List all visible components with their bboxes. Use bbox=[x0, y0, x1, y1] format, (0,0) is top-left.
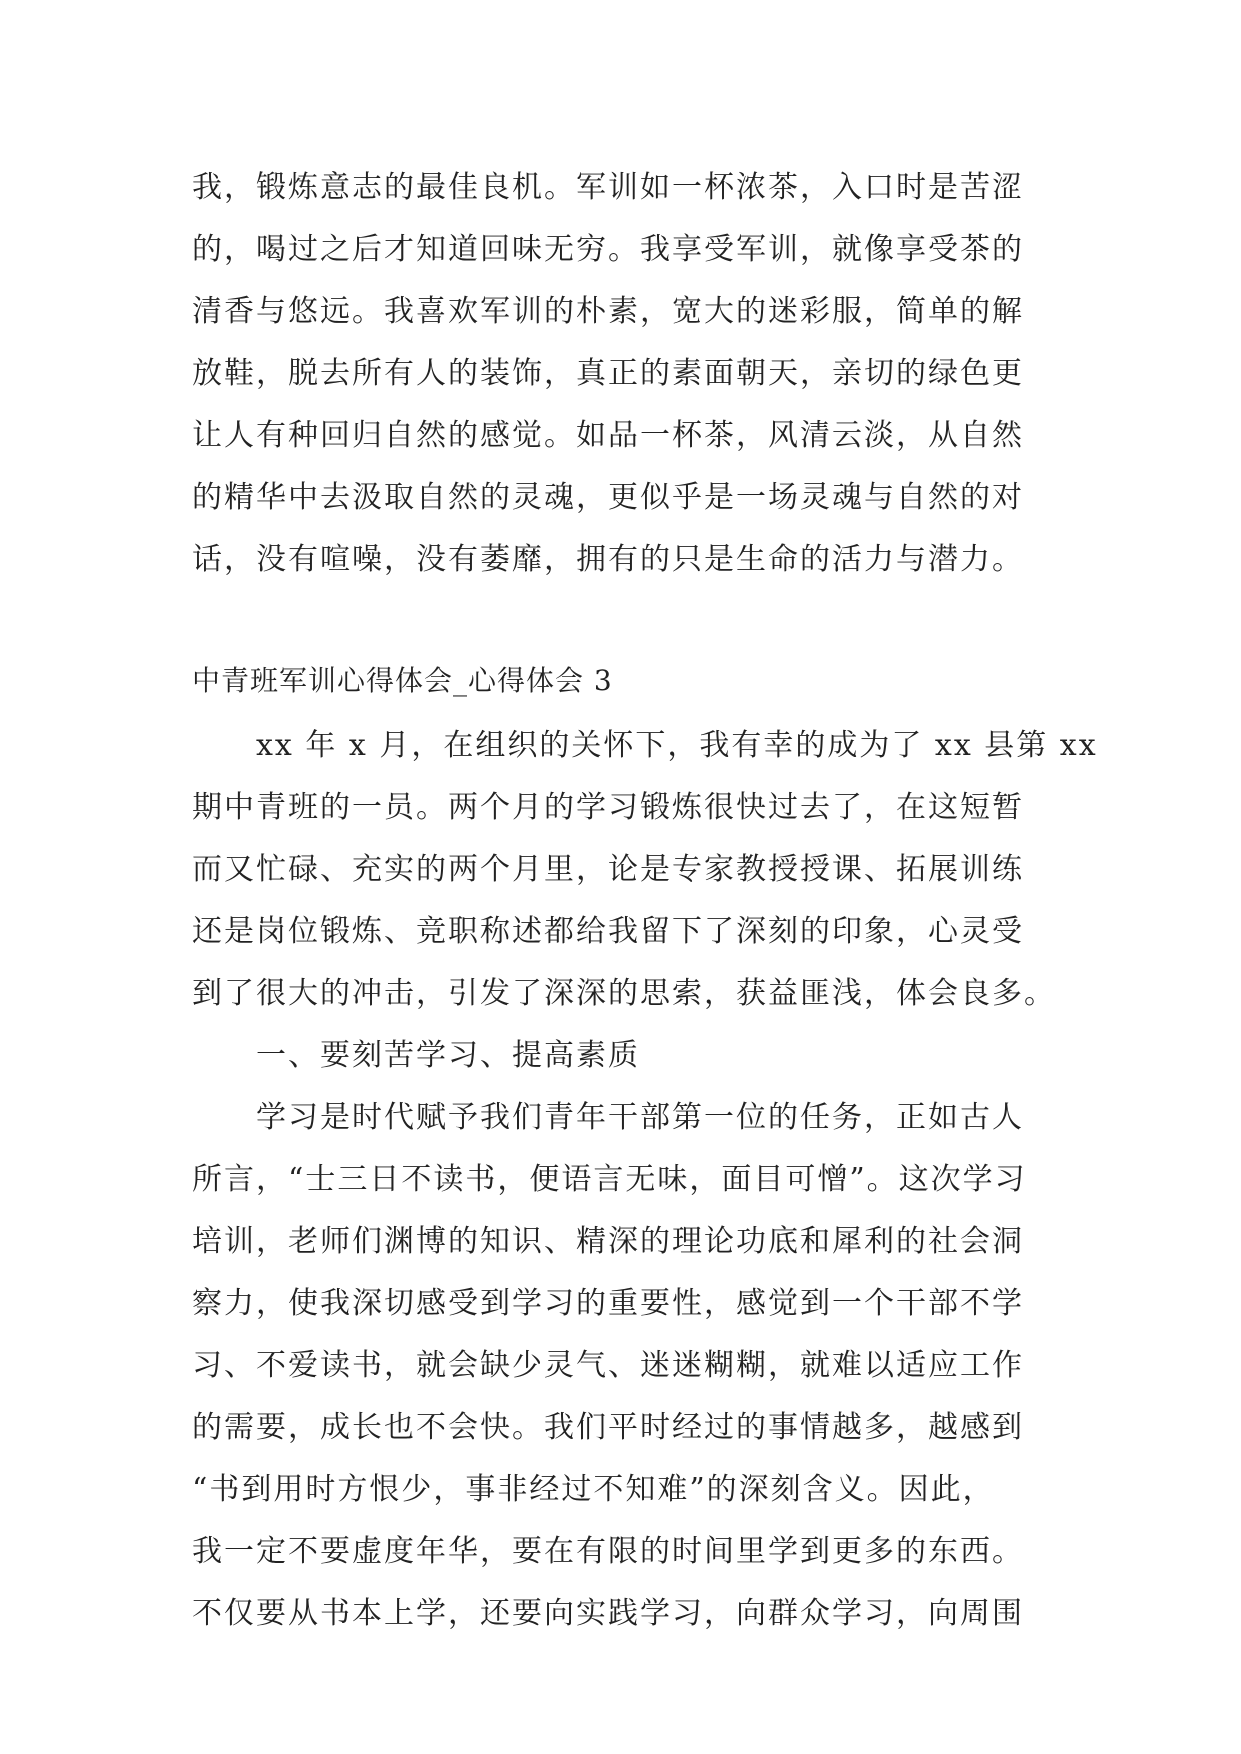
text-line: 让人有种回归自然的感觉。如品一杯茶，风清云淡，从自然 bbox=[192, 418, 1024, 453]
text-line: 察力，使我深切感受到学习的重要性，感觉到一个干部不学 bbox=[192, 1286, 1024, 1321]
text-line: 所言，“士三日不读书，便语言无味，面目可憎”。这次学习 bbox=[192, 1162, 1027, 1197]
paragraph-continued bbox=[192, 157, 1072, 591]
text-line: 的需要，成长也不会快。我们平时经过的事情越多，越感到 bbox=[192, 1410, 1024, 1445]
text-line: 放鞋，脱去所有人的装饰，真正的素面朝天，亲切的绿色更 bbox=[192, 356, 1024, 391]
text-line: 学习是时代赋予我们青年干部第一位的任务，正如古人 bbox=[256, 1100, 1024, 1135]
blank-line bbox=[192, 591, 1072, 653]
text-line: 我，锻炼意志的最佳良机。军训如一杯浓茶，入口时是苦涩 bbox=[192, 170, 1024, 205]
text-line: 清香与悠远。我喜欢军训的朴素，宽大的迷彩服，简单的解 bbox=[192, 294, 1024, 329]
text-line: 话，没有喧噪，没有萎靡，拥有的只是生命的活力与潜力。 bbox=[192, 542, 1024, 577]
text-line: 期中青班的一员。两个月的学习锻炼很快过去了，在这短暂 bbox=[192, 790, 1024, 825]
paragraph-intro bbox=[192, 715, 1098, 1025]
document-body bbox=[192, 157, 1098, 1645]
text-line: xx 年 x 月，在组织的关怀下，我有幸的成为了 xx 县第 xx bbox=[256, 728, 1098, 763]
text-line: 的，喝过之后才知道回味无穷。我享受军训，就像享受茶的 bbox=[192, 232, 1024, 267]
text-line: 而又忙碌、充实的两个月里，论是专家教授授课、拓展训练 bbox=[192, 852, 1024, 887]
text-line: 培训，老师们渊博的知识、精深的理论功底和犀利的社会洞 bbox=[192, 1224, 1024, 1259]
text-line: “书到用时方恨少，事非经过不知难”的深刻含义。因此， bbox=[192, 1472, 995, 1507]
paragraph-study bbox=[192, 1087, 1072, 1645]
text-line: 的精华中去汲取自然的灵魂，更似乎是一场灵魂与自然的对 bbox=[192, 480, 1024, 515]
section-title: 中青班军训心得体会_心得体会 3 bbox=[192, 664, 613, 697]
subheading: 一、要刻苦学习、提高素质 bbox=[256, 1038, 640, 1073]
text-line: 我一定不要虚度年华，要在有限的时间里学到更多的东西。 bbox=[192, 1534, 1024, 1569]
text-line: 习、不爱读书，就会缺少灵气、迷迷糊糊，就难以适应工作 bbox=[192, 1348, 1024, 1383]
text-line: 还是岗位锻炼、竞职称述都给我留下了深刻的印象，心灵受 bbox=[192, 914, 1024, 949]
text-line: 到了很大的冲击，引发了深深的思索，获益匪浅，体会良多。 bbox=[192, 976, 1056, 1011]
text-line: 不仅要从书本上学，还要向实践学习，向群众学习，向周围 bbox=[192, 1596, 1024, 1631]
